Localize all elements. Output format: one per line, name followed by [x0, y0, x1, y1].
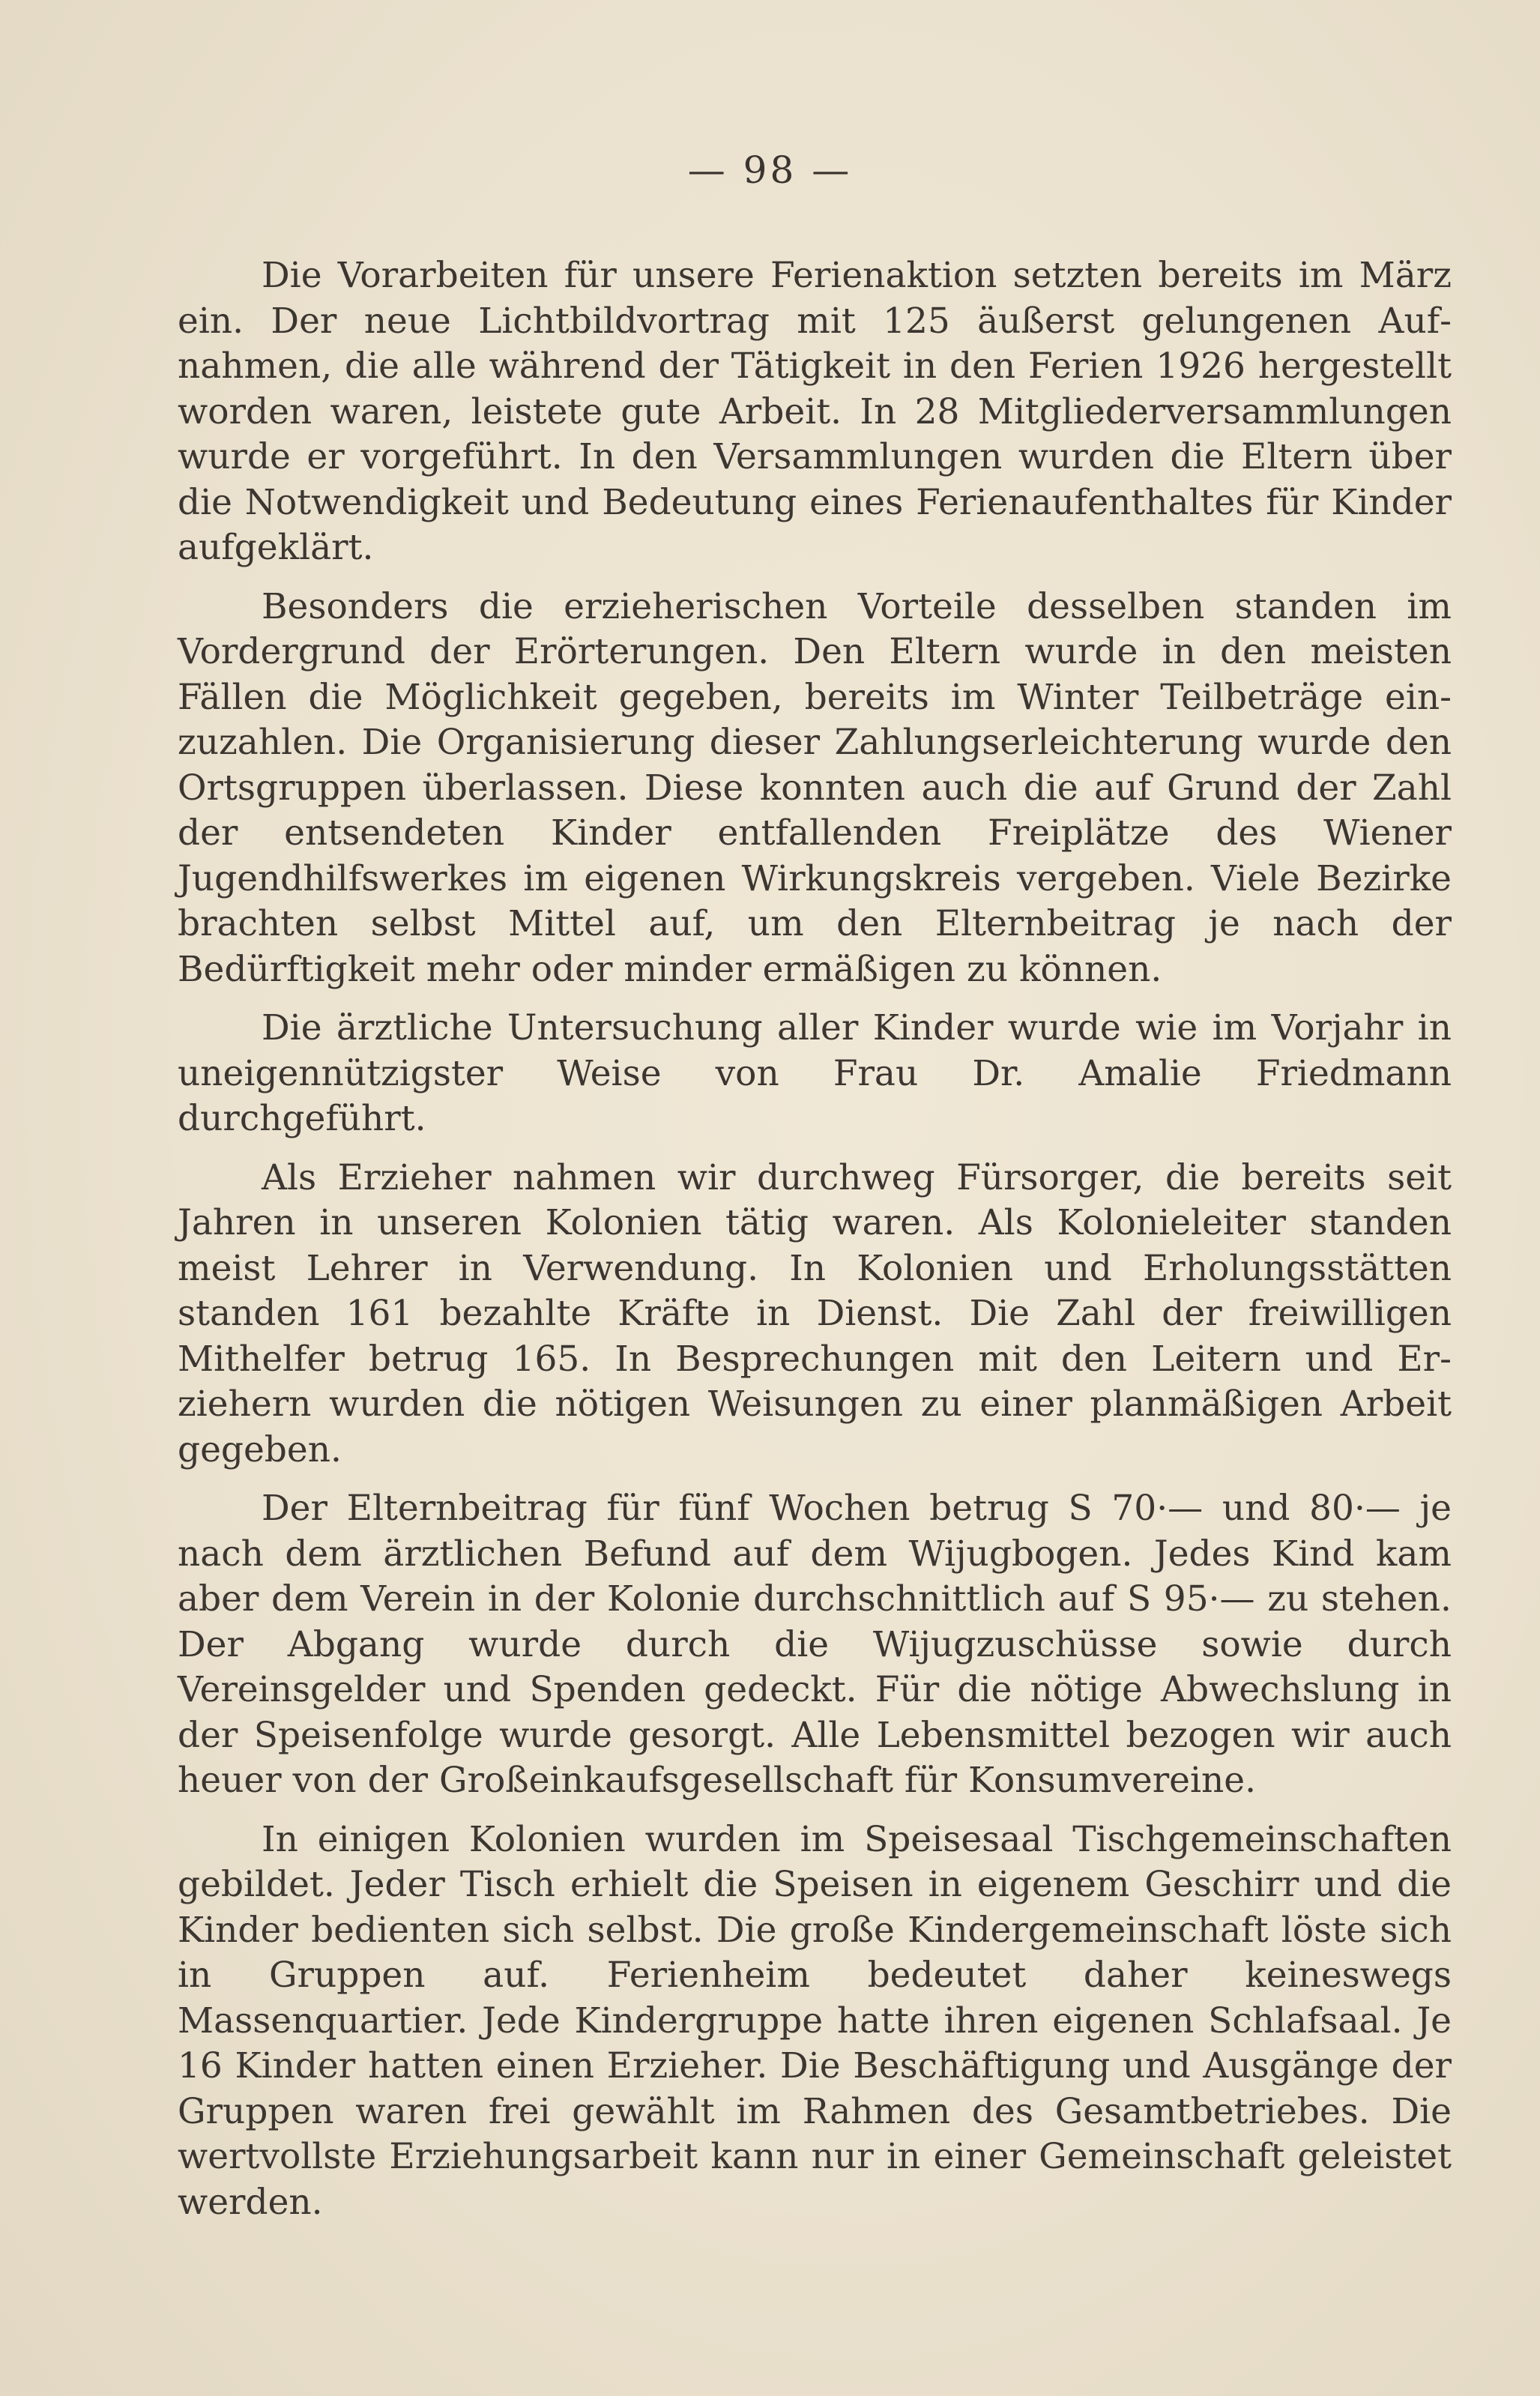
paragraph-6: In einigen Kolonien wurden im Speisesaal Tischgemeinschaften gebildet. Jeder Tisch erhielt die Speisen in eigenem Geschirr und die Kinder bedienten sich selbst. Die große Kindergemeinschaft löste sich in Gruppen auf. Ferienheim bedeutet daher keineswegs Massenquartier. Jede Kindergruppe hatte ihren eigenen Schlafsaal. Je 16 Kinder hatten einen Erzieher. Die Beschäftigung und Ausgänge der Gruppen waren frei gewählt im Rahmen des Gesamtbetriebes. Die wertvollste Erziehungsarbeit kann nur in einer Gemeinschaft geleistet werden. — [178, 1818, 1452, 2223]
paragraph-4: Als Erzieher nahmen wir durchweg Fürsorger, die bereits seit Jahren in unseren Kolonien tätig waren. Als Kolonieleiter standen meist Lehrer in Verwendung. In Kolonien und Erholungsstätten standen 161 bezahlte Kräfte in Dienst. Die Zahl der freiwilligen Mithelfer betrug 165. In Besprechungen mit den Leitern und Erziehern wurden die nötigen Weisungen zu einer planmäßigen Arbeit gegeben. — [178, 1156, 1452, 1470]
paragraph-2: Besonders die erzieherischen Vorteile desselben standen im Vordergrund der Erörterungen. Den Eltern wurde in den meisten Fällen die Möglichkeit gegeben, bereits im Winter Teilbeträge einzuzahlen. Die Organisierung dieser Zahlungserleichterung wurde den Ortsgruppen überlassen. Diese konnten auch die auf Grund der Zahl der entsendeten Kinder entfallenden Freiplätze des Wiener Jugendhilfswerkes im eigenen Wirkungskreis vergeben. Viele Bezirke brachten selbst Mittel auf, um den Elternbeitrag je nach der Bedürftigkeit mehr oder minder ermäßigen zu können. — [178, 585, 1452, 990]
page-number: — 98 — — [687, 148, 853, 192]
paragraph-1: Die Vorarbeiten für unsere Ferienaktion setzten bereits im März ein. Der neue Lichtbildvortrag mit 125 äußerst gelungenen Aufnahmen, die alle während der Tätigkeit in den Ferien 1926 hergestellt worden waren, leistete gute Arbeit. In 28 Mitgliederversammlungen wurde er vorgeführt. In den Versammlungen wurden die Eltern über die Notwendigkeit und Bedeutung eines Ferienaufenthaltes für Kinder aufgeklärt. — [178, 255, 1452, 568]
paragraph-5: Der Elternbeitrag für fünf Wochen betrug S 70·— und 80·— je nach dem ärztlichen Befund auf dem Wijugbogen. Jedes Kind kam aber dem Verein in der Kolonie durchschnittlich auf S 95·— zu stehen. Der Abgang wurde durch die Wijugzuschüsse sowie durch Vereinsgelder und Spenden gedeckt. Für die nötige Abwechslung in der Speisenfolge wurde gesorgt. Alle Lebensmittel bezogen wir auch heuer von der Großeinkaufsgesellschaft für Konsumvereine. — [178, 1488, 1452, 1801]
paragraph-3: Die ärztliche Untersuchung aller Kinder wurde wie im Vorjahr in uneigennützigster Weise von Frau Dr. Amalie Friedmann durchgeführt. — [178, 1007, 1452, 1139]
body-text — [178, 253, 1452, 2239]
